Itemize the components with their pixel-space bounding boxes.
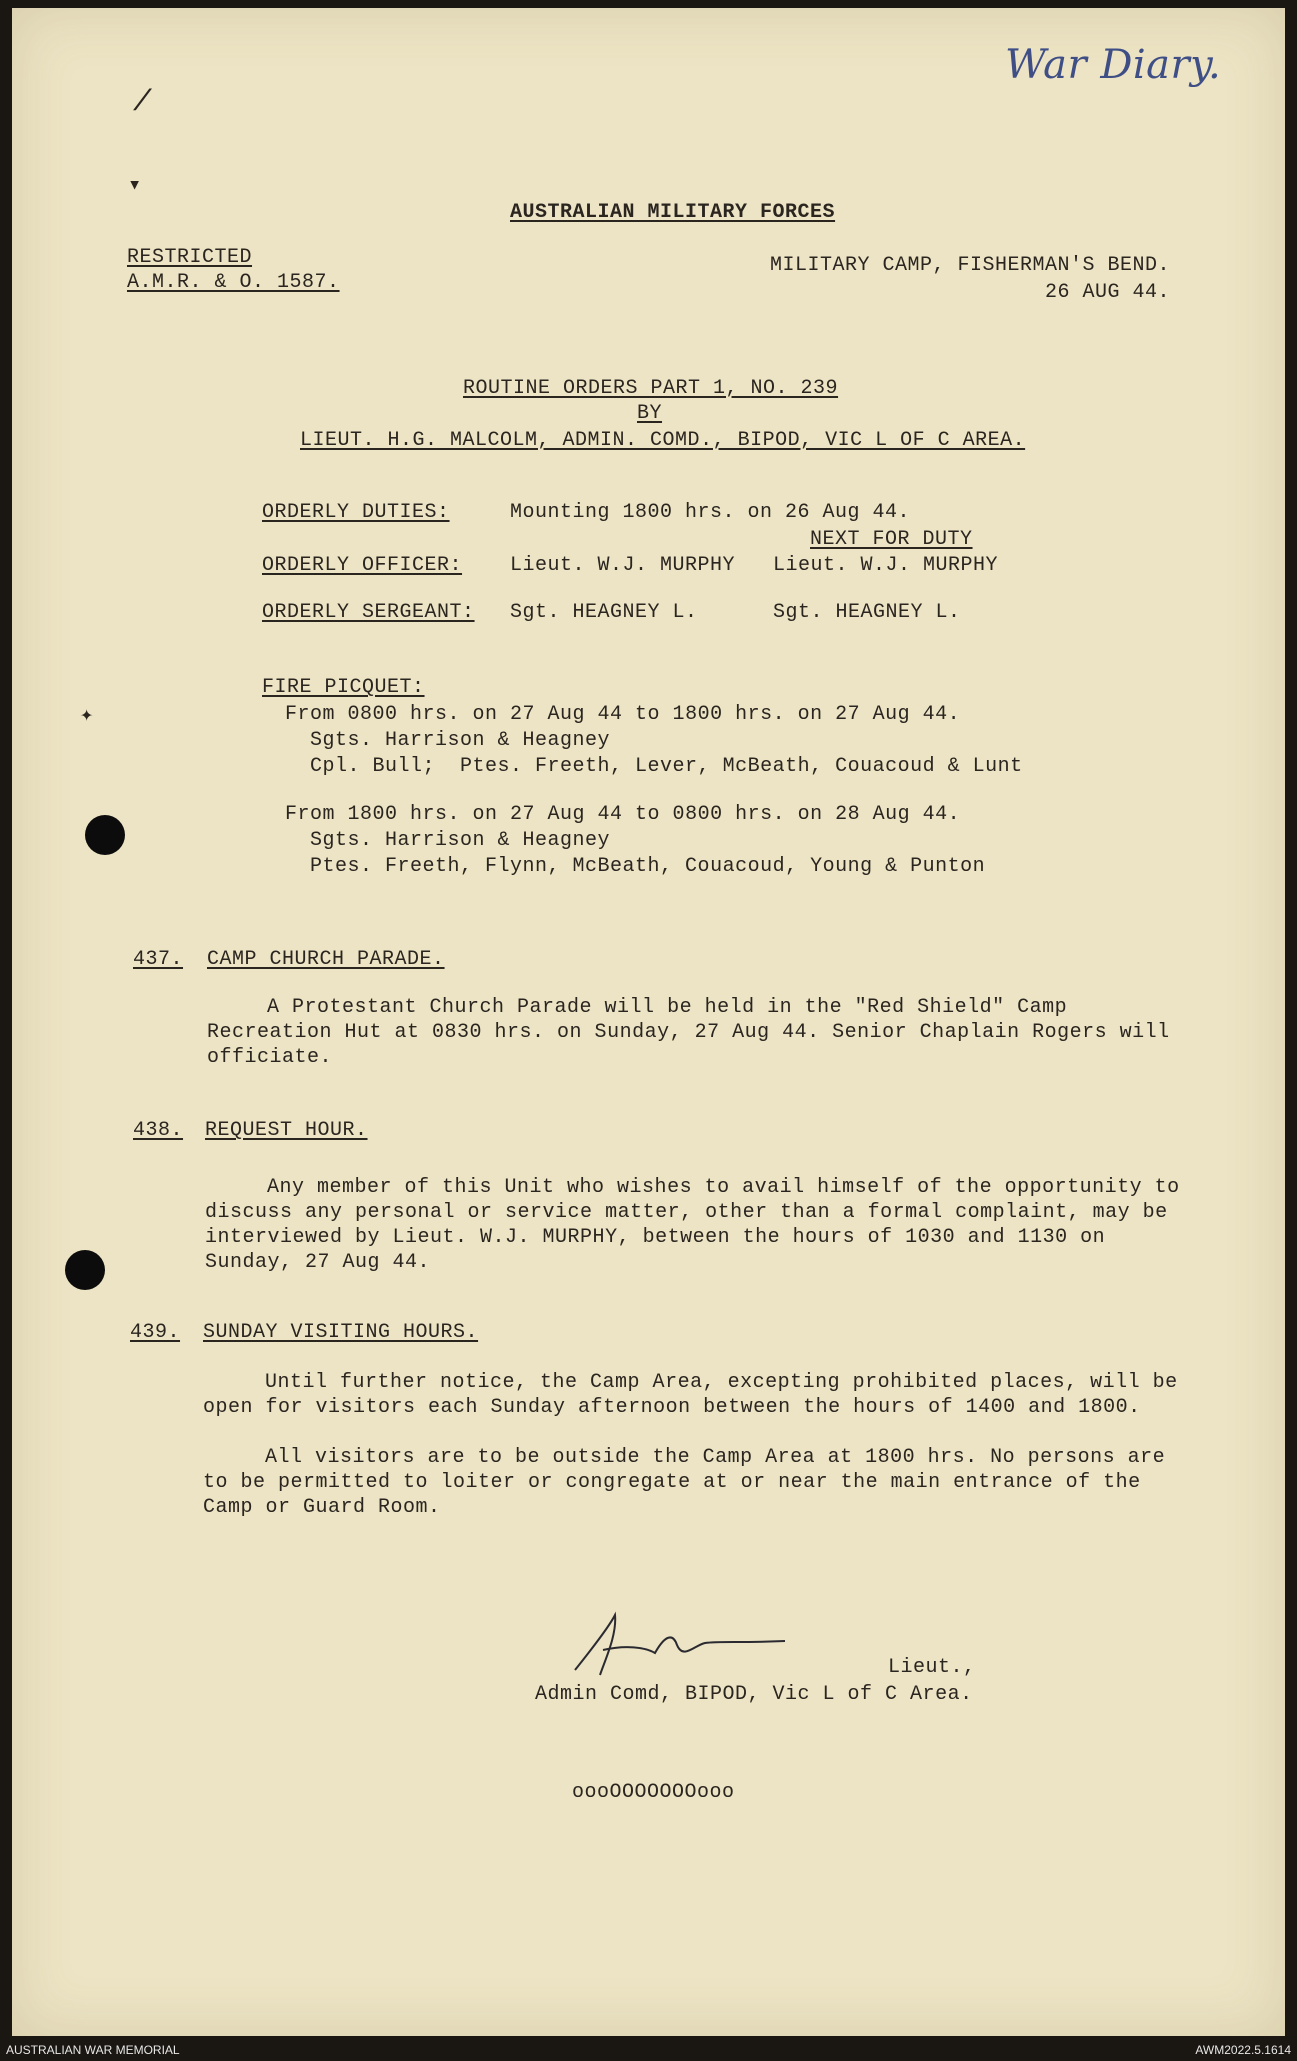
item-heading: CAMP CHURCH PARADE. <box>207 948 445 971</box>
fire-picquet-label: FIRE PICQUET: <box>262 676 425 699</box>
orderly-officer-value: Lieut. W.J. MURPHY <box>510 554 736 577</box>
amr-reference: A.M.R. & O. 1587. <box>127 271 340 294</box>
item-paragraph: All visitors are to be outside the Camp Area at 1800 hrs. No persons are to be permitted to loiter or congregate at or near the main entrance of the Camp or Guard Room. <box>203 1446 1166 1519</box>
order-date: 26 AUG 44. <box>1045 281 1171 304</box>
picquet-1-members: Cpl. Bull; Ptes. Freeth, Lever, McBeath, Couacoud & Lunt <box>310 755 1023 778</box>
crosshair-mark-icon: ✦ <box>80 703 94 728</box>
footer-accession: AWM2022.5.1614 <box>1195 2043 1291 2057</box>
picquet-2-sergeants: Sgts. Harrison & Heagney <box>310 829 611 852</box>
item-paragraph: A Protestant Church Parade will be held in the "Red Shield" Camp Recreation Hut at 0830 hrs. on Sunday, 27 Aug 44. Senior Chaplain Rogers will officiate. <box>207 996 1170 1069</box>
orders-title: ROUTINE ORDERS PART 1, NO. 239 <box>463 377 839 400</box>
item-paragraph: Any member of this Unit who wishes to avail himself of the opportunity to discuss any personal or service matter, other than a formal complaint, may be interviewed by Lieut. W.J. MURPHY, between the hours of 1030 and 1130 on Sunday, 27 Aug 44. <box>205 1176 1180 1274</box>
picquet-2-period: From 1800 hrs. on 27 Aug 44 to 0800 hrs. on 28 Aug 44. <box>285 803 961 826</box>
picquet-1-sergeants: Sgts. Harrison & Heagney <box>310 729 611 752</box>
orderly-duties-label: ORDERLY DUTIES: <box>262 501 450 524</box>
orderly-sergeant-next: Sgt. HEAGNEY L. <box>773 601 961 624</box>
orderly-sergeant-label: ORDERLY SERGEANT: <box>262 601 475 624</box>
camp-location: MILITARY CAMP, FISHERMAN'S BEND. <box>770 254 1171 277</box>
orderly-officer-next: Lieut. W.J. MURPHY <box>773 554 999 577</box>
orderly-duties-value: Mounting 1800 hrs. on 26 Aug 44. <box>510 501 911 524</box>
signatory-title: Admin Comd, BIPOD, Vic L of C Area. <box>535 1683 973 1706</box>
next-for-duty-label: NEXT FOR DUTY <box>810 528 973 551</box>
signatory-rank: Lieut., <box>888 1656 976 1679</box>
handwritten-annotation: War Diary. <box>1005 42 1222 88</box>
item-number: 438. <box>133 1119 184 1142</box>
picquet-2-members: Ptes. Freeth, Flynn, McBeath, Couacoud, Young & Punton <box>310 855 986 878</box>
punch-hole-top <box>85 815 125 855</box>
item-number: 439. <box>130 1321 181 1344</box>
tick-mark-icon: ▾ <box>128 173 142 198</box>
signature-mark <box>555 1605 815 1685</box>
orderly-sergeant-value: Sgt. HEAGNEY L. <box>510 601 698 624</box>
page-mark: / <box>133 86 152 120</box>
item-number: 437. <box>133 948 184 971</box>
orders-issuer: LIEUT. H.G. MALCOLM, ADMIN. COMD., BIPOD, VIC L OF C AREA. <box>300 429 1026 452</box>
picquet-1-period: From 0800 hrs. on 27 Aug 44 to 1800 hrs. on 27 Aug 44. <box>285 703 961 726</box>
footer-institution: AUSTRALIAN WAR MEMORIAL <box>6 2043 180 2057</box>
orderly-officer-label: ORDERLY OFFICER: <box>262 554 463 577</box>
item-heading: REQUEST HOUR. <box>205 1119 368 1142</box>
punch-hole-bottom <box>65 1250 105 1290</box>
orders-by: BY <box>637 402 663 425</box>
item-paragraph: Until further notice, the Camp Area, excepting prohibited places, will be open for visitors each Sunday afternoon between the hours of 1400 and 1800. <box>203 1371 1178 1419</box>
document-title: AUSTRALIAN MILITARY FORCES <box>510 201 836 224</box>
item-heading: SUNDAY VISITING HOURS. <box>203 1321 479 1344</box>
restricted-label: RESTRICTED <box>127 246 253 269</box>
end-mark: oooOOOOOOOooo <box>572 1781 735 1804</box>
